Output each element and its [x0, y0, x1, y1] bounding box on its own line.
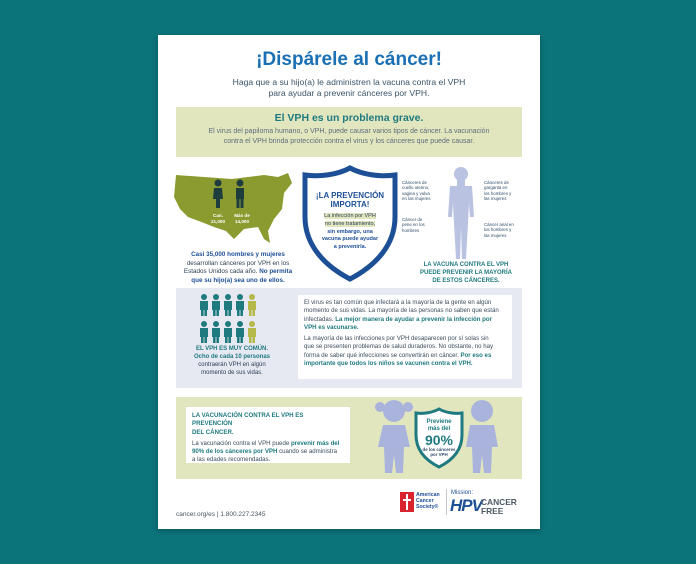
common-para1-line-3: infectadas.	[304, 315, 334, 323]
common-para1-line-1: El virus es tan común que infectará a la mayoría de la gente en algún	[304, 299, 492, 306]
body-label-left-6: pene en los	[402, 222, 425, 228]
body-label-left-7: hombres	[402, 227, 420, 233]
common-caption-line-1: Ocho de cada 10 personas	[193, 354, 271, 360]
free-word: FREE	[481, 506, 504, 516]
map-caption-line-1: Casi 35,000 hombres y mujeres	[191, 251, 285, 258]
body-label-left-4: en las mujeres	[402, 196, 431, 202]
mission-label: Mission:	[451, 490, 474, 496]
boy-figure-icon	[462, 399, 502, 475]
page-subtitle	[188, 77, 510, 99]
common-caption-line-2: contraerán VPH en algún	[198, 362, 266, 368]
body-label-right-1: Cánceres de	[484, 180, 509, 185]
page-title: ¡Dispárele al cáncer!	[256, 49, 442, 70]
girl-figure-icon	[374, 397, 414, 475]
body-label-right-6: los hombres y	[484, 227, 512, 233]
small-shield-percent: 90%	[424, 432, 454, 448]
vaccination-heading-2: DEL CÁNCER.	[192, 428, 234, 436]
shield-text-line-5: a prevenirla.	[333, 244, 367, 251]
common-para2-line-1: La mayoría de las infecciones por VPH desaparecen por sí solas sin	[304, 335, 489, 343]
body-label-left-bottom	[402, 217, 442, 233]
common-text-box	[298, 295, 512, 379]
acs-line-3: Society®	[416, 504, 439, 511]
problem-heading: El VPH es un problema grave.	[274, 112, 424, 124]
map-caption-emphasis: No permita	[259, 268, 293, 275]
vaccination-emphasis-1: prevenir más del	[290, 439, 340, 447]
body-label-right-bottom	[484, 222, 528, 238]
body-label-right-7: las mujeres	[484, 232, 507, 238]
cancer-word: CANCER	[481, 497, 517, 507]
map-caption-line-2: desarrollan cánceres por VPH en los	[186, 259, 290, 267]
subtitle-line-2: para ayudar a prevenir cánceres por VPH.	[268, 88, 430, 98]
human-body-icon	[444, 165, 478, 261]
subtitle-line-1: Haga que a su hijo(a) le administren la vacuna contra el VPH	[232, 77, 466, 87]
acs-logo-text	[416, 492, 440, 511]
acs-line-1: American	[416, 492, 440, 498]
shield-title-line-1: ¡LA PREVENCIÓN	[315, 191, 385, 200]
body-label-left-top	[402, 180, 442, 202]
body-caption-line-3: DE ESTOS CÁNCERES.	[432, 278, 500, 284]
body-caption	[404, 261, 528, 285]
man-figure-icon	[233, 179, 247, 209]
common-caption-line-3: momento de sus vidas.	[201, 370, 263, 376]
shield-text-line-1: La infección por VPH	[324, 213, 376, 219]
cancer-free-text	[481, 498, 517, 516]
vaccination-heading-1: LA VACUNACIÓN CONTRA EL VPH ES PREVENCIÓN	[192, 412, 304, 428]
common-caption	[184, 345, 280, 377]
people-group-icon	[198, 293, 266, 345]
vaccination-line-3: a las edades recomendadas.	[192, 456, 271, 464]
women-count-label: Can. 21,000	[210, 213, 226, 224]
map-caption	[168, 251, 308, 285]
map-caption-line-3: Estados Unidos cada año.	[183, 268, 258, 275]
vaccination-line-2: cuando se administra	[279, 448, 337, 456]
acs-line-2: Cancer	[416, 498, 434, 505]
footer-divider	[446, 489, 447, 515]
woman-figure-icon	[211, 179, 225, 209]
vaccination-emphasis-2: 90% de los cánceres por VPH	[192, 448, 278, 456]
small-shield-line-5: por VPH	[430, 452, 448, 458]
small-shield-text	[416, 419, 462, 457]
flyer-page	[158, 35, 540, 529]
men-count-label: Más de 14,000	[234, 213, 250, 224]
problem-line-2: contra el VPH brinda protección contra el virus y los cánceres que puede causar.	[223, 138, 475, 145]
hpv-logo-text: HPV	[450, 496, 482, 515]
common-para1-emphasis-2: VPH es vacunarse.	[304, 323, 359, 331]
small-shield-line-4: de los cánceres	[422, 447, 456, 452]
vaccination-line-1: La vacunación contra el VPH puede	[192, 439, 290, 447]
small-shield-line-2: más del	[427, 426, 451, 432]
body-label-right-5: Cáncer anal en	[484, 222, 514, 227]
common-para2-emphasis: Por eso es	[460, 351, 492, 359]
shield-text-line-2: no tiene tratamiento,	[324, 220, 376, 227]
common-para1-emphasis: La mejor manera de ayudar a prevenir la infección por	[335, 315, 492, 323]
body-label-right-2: garganta en	[484, 185, 508, 191]
shield-text-line-3: sin embargo, una	[327, 228, 373, 235]
problem-text	[186, 127, 512, 147]
problem-band	[176, 107, 522, 157]
body-caption-line-2: PUEDE PREVENIR LA MAYORÍA	[420, 270, 512, 276]
common-para1-line-2: momento de sus vidas. La mayoría de las personas no saben que están	[304, 307, 499, 315]
common-para2-line-2: que se presenten problemas de salud duraderos. No obstante, no hay	[304, 343, 494, 351]
body-label-right-top	[484, 180, 528, 202]
common-para2-line-3: forma de saber qué infecciones se convertirán en cáncer.	[304, 351, 459, 359]
map-caption-line-4: que su hijo(a) sea uno de ellos.	[191, 276, 285, 284]
shield-text-line-4: vacuna puede ayudar	[321, 236, 379, 243]
common-heading: EL VPH ES MUY COMÚN.	[195, 346, 269, 352]
body-label-right-4: las mujeres	[484, 196, 507, 202]
footer-contact: cancer.org/es | 1.800.227.2345	[176, 511, 266, 518]
body-label-left-5: Cáncer de	[402, 217, 423, 222]
sword-logo-icon	[400, 492, 414, 512]
body-label-right-3: los hombres y	[484, 190, 512, 196]
small-shield-line-1: Previene	[426, 419, 452, 425]
body-label-left-2: cuello uterino,	[402, 185, 430, 191]
body-label-left-1: Cánceres de	[402, 180, 427, 185]
shield-title	[308, 191, 392, 209]
common-para2-emphasis-2: importante que todos los niños se vacunen contra el VPH.	[304, 360, 473, 368]
body-label-left-3: vagina y vulva	[402, 190, 430, 196]
body-caption-line-1: LA VACUNA CONTRA EL VPH	[423, 262, 509, 268]
vaccination-text-box	[186, 407, 350, 463]
shield-title-line-2: IMPORTA!	[330, 200, 370, 209]
shield-text	[308, 213, 392, 252]
problem-line-1: El virus del papiloma humano, o VPH, puede causar varios tipos de cáncer. La vacunación	[208, 128, 490, 135]
